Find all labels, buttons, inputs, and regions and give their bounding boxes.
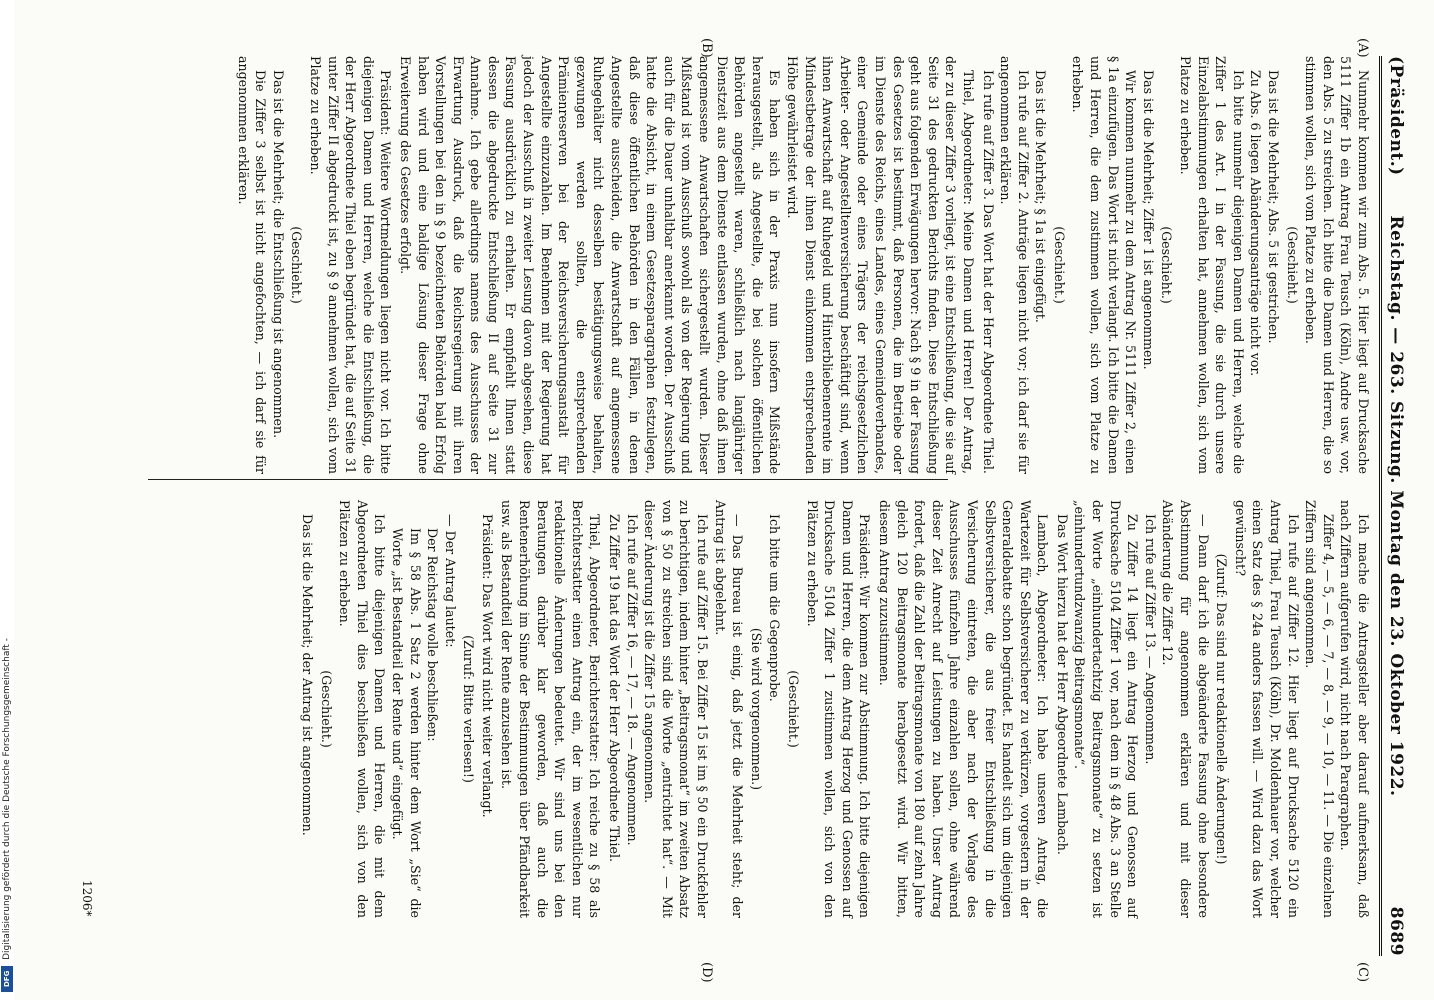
stage-direction: (Geschieht.) <box>289 226 305 304</box>
margin-marker-b: (B) <box>699 38 714 58</box>
paragraph: Das ist die Mehrheit; der Antrag ist angenommen. <box>299 514 315 836</box>
archive-side-strip <box>0 0 14 1000</box>
interjection: (Zuruf: Bitte verlesen!) <box>461 635 477 783</box>
paragraph: Ich rufe auf Ziffer 2. Anträge liegen nicht vor; ich darf sie für angenommen erklären. <box>998 56 1031 474</box>
speech-praesident: Präsident: Wir kommen zur Abstimmung. Ich bitte diejenigen Damen und Herren, die dem Antrag Herzog und Genossen auf Drucksache 5104 Ziffer 1 zustimmen wollen, sich von den Plätzen zu erheben. <box>804 500 873 918</box>
speech-thiel: Thiel, Abgeordneter: Meine Damen und Herren! Der Antrag, der zu dieser Ziffer 3 vorliegt, ist eine Entschließung, die sie auf Seite 31 des gedruckten Berichts finden. Diese Entschließung geht aus folgenden Erwägungen hervor: Nach § 9 in der Fassung des Gesetzes ist bestimmt, daß Personen, die im Betriebe oder im Dienste des Reichs, eines Landes, eines Gemeindeverbandes, einer Gemeinde oder eines Trägers der reichsgesetzlichen Arbeiter- oder Angestelltenversicherung beschäftigt sind, wenn ihnen Anwartschaft auf Ruhegeld und Hinterbliebenenrente im Mindestbetrage der ihnen Dienst einkommen entsprechenden Höhe gewährleistet wird. <box>785 56 976 474</box>
paragraph: Ich mache die Antragsteller aber darauf aufmerksam, daß nach Ziffern aufgerufen wird, nicht nach Paragraphen. <box>1338 500 1371 918</box>
stage-direction: (Geschieht.) <box>1284 226 1300 304</box>
paragraph: — Das Bureau ist einig, daß jetzt die Mehrheit steht; der Antrag ist abgelehnt. <box>712 500 746 918</box>
speech-praesident: Präsident: Das Wort wird nicht weiter verlangt. <box>479 514 495 818</box>
header-speaker: (Präsident.) <box>1386 56 1406 176</box>
stage-direction: (Geschieht.) <box>1159 226 1175 304</box>
dfg-logo: DFG <box>1 966 13 992</box>
header-title: Reichstag. — 263. Sitzung. Montag den 23. Oktober 1922. <box>1386 215 1406 797</box>
paragraph: Nunmehr kommen wir zum Abs. 5. Hier liegt auf Drucksache 5111 Ziffer 1b ein Antrag Frau Teusch (Köln), Andre usw. vor, den Abs. 5 zu streichen. Ich bitte die Damen und Herren, die so stimmen wollen, sich vom Platze zu erheben. <box>1303 56 1371 474</box>
paragraph: Wir kommen nunmehr zu dem Antrag Nr. 5111 Ziffer 2, einen § 1a einzufügen. Das Wort ist nicht verlangt. Ich bitte die Damen und Herren, die dem zustimmen wollen, sich vom Platze zu erheben. <box>1070 56 1139 474</box>
paragraph: Ich rufe auf Ziffer 13. — Angenommen. <box>1142 514 1158 765</box>
paragraph: Ziffer 4, — 5, — 6, — 7, — 8, — 9, — 10, — 11. — Die einzelnen Ziffern sind angenommen. <box>1303 500 1336 918</box>
paragraph: Ich bitte diejenigen Damen und Herren, die mit dem Abgeordneten Thiel dies beschließen wollen, sich von den Plätzen zu erheben. <box>337 500 388 918</box>
paragraph: Ich rufe auf Ziffer 3. Das Wort hat der Herr Abgeordnete Thiel. <box>980 70 996 474</box>
stage-direction: (Sie wird vorgenommen.) <box>748 627 764 791</box>
paragraph: Das ist die Mehrheit; Abs. 5 ist gestrichen. <box>1266 70 1282 344</box>
left-column <box>234 56 1372 474</box>
paragraph: Zu Ziffer 14 liegt ein Antrag Herzog und Genossen auf Drucksache 5104 Ziffer 1 vor, nach dem in § 48 Abs. 3 an Stelle der Worte „einhundertachtzig Beitragsmonate“ zu setzen ist „einhundertundzwanzig Beitragsmonate“. <box>1072 500 1141 918</box>
stage-direction: (Geschieht.) <box>318 670 334 748</box>
speech-lambach: Lambach, Abgeordneter: Ich habe unseren Antrag, die Wartezeit für Selbstversicherer zu verkürzen, vorgestern in der Generaldebatte schon begründet. Es handelt sich um diejenigen Selbstversicherer, die aus freier Entschließung in die Versicherung eintreten, die aber nach der Vorlage des Ausschusses fünfzehn Jahre einzahlen sollen, ohne während dieser Zeit Anrecht auf Leistungen zu haben. Unser Antrag fordert, daß die Zahl der Beitragsmonate von 180 auf zehn Jahre gleich 120 Beitragsmonate herabgesetzt wird. Wir bitten, diesem Antrag zuzustimmen. <box>876 500 1051 918</box>
paragraph: — Der Antrag lautet: <box>442 514 458 648</box>
interjection: (Zuruf: Das sind nur redaktionelle Änderungen!) <box>1214 553 1230 865</box>
paragraph: Das ist die Mehrheit; Ziffer 1 ist angenommen. <box>1140 70 1156 370</box>
margin-marker-d: (D) <box>699 962 714 983</box>
speech-praesident: Präsident: Weitere Wortmeldungen liegen nicht vor. Ich bitte diejenigen Damen und Herren, welche die Entschließung, die der Herr Abgeordnete Thiel eben begründet hat, die auf Seite 31 unter Ziffer II abgedruckt ist, zu § 9 annehmen wollen, sich vom Platze zu erheben. <box>307 56 394 474</box>
paragraph: Ich rufe auf Ziffer 16, — 17, — 18. — Angenommen. <box>624 514 640 846</box>
speech-thiel: Thiel, Abgeordneter, Berichterstatter: Ich reiche zu § 58 als Berichterstatter einen Antrag ein, der im wesentlichen nur redaktionelle Änderungen bedeutet. Wir sind uns bei den Beratungen darüber klar geworden, daß auch die Rentenerhöhung im Sinne der Bestimmungen über Pfändbarkeit usw. als Bestandteil der Rente anzusehen ist. <box>499 500 603 918</box>
column-divider <box>148 479 948 480</box>
margin-marker-c: (C) <box>1355 962 1370 983</box>
paragraph: Das ist die Mehrheit; die Entschließung ist angenommen. <box>270 70 286 439</box>
funding-credit: Digitalisierung gefördert durch die Deutsche Forschungsgemeinschaft - <box>2 638 12 960</box>
paragraph: Ich rufe auf Ziffer 12. Hier liegt auf Drucksache 5120 ein Antrag Thiel, Frau Teusch (Köln), Dr. Moldenhauer vor, welcher einen Satz des § 24a anders fassen will. — Wird dazu das Wort gewünscht? <box>1232 500 1301 918</box>
paragraph: Zu Ziffer 19 hat das Wort der Herr Abgeordnete Thiel. <box>607 514 623 863</box>
page-number: 8689 <box>1386 906 1406 956</box>
paragraph: Das Wort hierzu hat der Herr Abgeordnete Lambach. <box>1054 514 1070 855</box>
right-column <box>298 500 1372 918</box>
motion-text: Der Reichstag wolle beschließen: <box>425 528 441 742</box>
paragraph: — Dann darf ich die abgeänderte Fassung ohne besondere Abstimmung für angenommen erklären und mit dieser Abänderung die Ziffer 12. <box>1160 500 1211 918</box>
paragraph: Es haben sich in der Praxis nun insofern Mißstände herausgestellt, als Angestellte, die bei solchen öffentlichen Behörden angestellt waren, schließlich nach langjähriger Dienstzeit aus dem Dienste entlassen wurden, ohne daß ihnen angemessene Anwartschaften sichergestellt wurden. Dieser Mißstand ist vom Ausschuß sowohl als von der Regierung und auch für die Dauer unhaltbar anerkannt worden. Der Ausschuß hatte die Absicht, in einem Gesetzesparagraphen festzulegen, daß diese öffentlichen Behörden in den Fällen, in denen Angestellte ausscheiden, die Anwartschaft auf angemessene Ruhegehälter nicht desselben bestätigungsweise behalten, gezwungen werden sollten, die entsprechenden Prämienreserven bei der Reichsversicherungsanstalt für Angestellte einzuzahlen. Im Benehmen mit der Regierung hat jedoch der Ausschuß in zweiter Lesung davon abgesehen, diese Fassung ausdrücklich zu erhalten. Er empfiehlt Ihnen statt dessen die abgedruckte Entschließung II auf Seite 31 zur Annahme. Ich gebe allerdings namens des Ausschusses der Erwartung Ausdruck, daß die Reichsregierung mit ihren Vorstellungen bei den in § 9 bezeichneten Behörden bald Erfolg haben wird und eine baldige Lösung dieser Frage ohne Erweiterung des Gesetzes erfolgt. <box>397 56 783 474</box>
paragraph: Ich bitte nunmehr diejenigen Damen und Herren, welche die Ziffer 1 des Art. I in der Fassung, die sie durch unsere Einzelabstimmungen erhalten hat, annehmen wollen, sich vom Platze zu erheben. <box>1178 56 1246 474</box>
margin-marker-a: (A) <box>1355 38 1370 58</box>
stage-direction: (Geschieht.) <box>1051 226 1067 304</box>
motion-text: Im § 58 Abs. 1 Satz 2 werden hinter dem Wort „Sie“ die Worte „ist Bestandteil der Rente und“ eingefügt. <box>389 528 423 918</box>
paragraph: Die Ziffer 3 selbst ist nicht angefochten, — ich darf sie für angenommen erklären. <box>235 56 269 474</box>
footer-number: 1206* <box>80 880 94 917</box>
page-header <box>1379 56 1412 956</box>
paragraph: Ich rufe auf Ziffer 15. Bei Ziffer 15 ist im § 50 ein Druckfehler zu berichtigen, indem hinter „Beitragsmonat“ im zweiten Absatz von § 50 zu streichen sind die Worte „entrichtet hat“. — Mit dieser Änderung ist die Ziffer 15 angenommen. <box>642 500 711 918</box>
paragraph: Zu Abs. 6 liegen Abänderungsanträge nicht vor. <box>1248 70 1264 377</box>
stage-direction: (Geschieht.) <box>786 670 801 748</box>
paragraph: Das ist die Mehrheit; § 1a ist eingefügt. <box>1033 70 1049 323</box>
paragraph: Ich bitte um die Gegenprobe. <box>767 514 783 702</box>
